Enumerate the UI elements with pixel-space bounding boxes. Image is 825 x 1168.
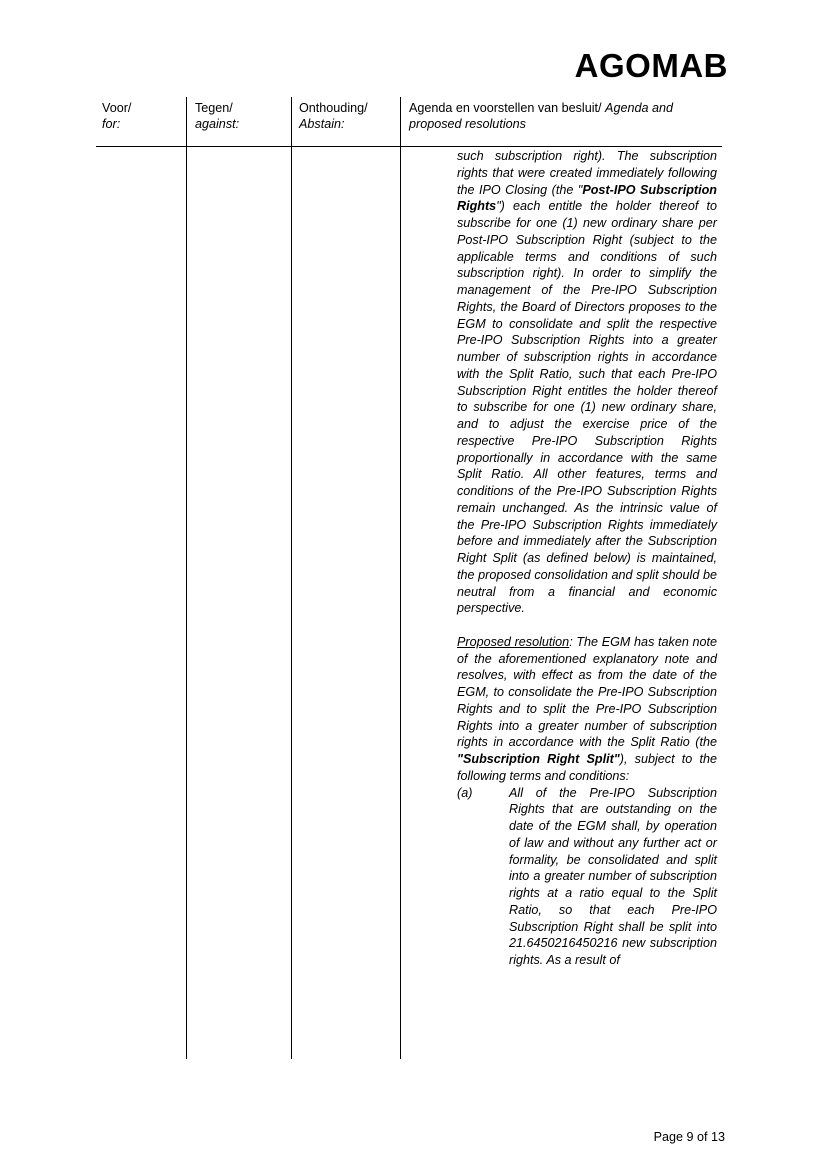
header-abstain-en: Abstain: <box>299 117 345 131</box>
header-for-nl: Voor/ <box>102 101 132 115</box>
list-item-text: All of the Pre-IPO Subscription Rights that are outstanding on the date of the EGM shall, by operation of law and without any further act or formality, be consolidated and split into a greater number of subscription rights at a ratio equal to the Split Ratio, so that each Pre-IPO Subscription Right shall be split into 21.6450216450216 new subscription rights. As a result of <box>509 785 717 967</box>
column-divider-2 <box>291 97 292 1059</box>
header-divider <box>96 146 722 147</box>
header-abstain <box>299 100 394 132</box>
company-logo: AGOMAB <box>574 47 728 84</box>
para2-defined-term: "Subscription Right Split" <box>457 752 620 766</box>
proposed-resolution-label: Proposed resolution <box>457 634 570 649</box>
header-for <box>102 100 182 132</box>
explanatory-paragraph <box>457 148 717 617</box>
column-divider-1 <box>186 97 187 1059</box>
para2-text-a: : The EGM has taken note of the aforementioned explanatory note and resolves, with effect as from the date of the EGM, to consolidate the Pre-IPO Subscription Rights and to split the Pre-IPO Subscription Rights into a greater number of subscription rights in accordance with the Split Ratio (the <box>457 634 717 750</box>
para2-text-c: ), subject to the following terms and conditions: <box>457 752 717 783</box>
para1-text-a: such subscription right). The subscription rights that were created immediately following the IPO Closing (the " <box>457 149 717 197</box>
header-abstain-nl: Onthouding/ <box>299 101 368 115</box>
header-for-en: for: <box>102 117 121 131</box>
header-agenda <box>409 100 719 132</box>
para1-text-c: ") each entitle the holder thereof to subscribe for one (1) new ordinary share per Post-IPO Subscription Right (subject to the applicable terms and conditions of such subscription right). In order to simplify the management of the Pre-IPO Subscription Rights, the Board of Directors proposes to the EGM to consolidate and split the respective Pre-IPO Subscription Rights into a greater number of subscription rights in accordance with the Split Ratio, such that each Pre-IPO Subscription Right entitles the holder thereof to subscribe for one (1) new ordinary share, and to adjust the exercise price of the respective Pre-IPO Subscription Rights proportionally in accordance with the same Split Ratio. All other features, terms and conditions of the Pre-IPO Subscription Rights remain unchanged. As the intrinsic value of the Pre-IPO Subscription Rights immediately before and immediately after the Subscription Right Split (as defined below) is maintained, the proposed consolidation and split should be neutral from a financial and economic perspective. <box>457 199 717 616</box>
proposed-resolution-paragraph <box>457 634 717 785</box>
header-agenda-en: Agenda and proposed resolutions <box>409 101 673 131</box>
header-against-nl: Tegen/ <box>195 101 233 115</box>
page-number: Page 9 of 13 <box>653 1130 725 1144</box>
column-divider-3 <box>400 97 401 1059</box>
header-agenda-nl: Agenda en voorstellen van besluit/ <box>409 101 606 115</box>
header-against <box>195 100 285 132</box>
list-item-label: (a) <box>457 785 473 800</box>
header-against-en: against: <box>195 117 240 131</box>
list-item <box>457 785 717 969</box>
para1-defined-term: Post-IPO Subscription Rights <box>457 182 717 214</box>
agenda-body <box>457 148 717 969</box>
